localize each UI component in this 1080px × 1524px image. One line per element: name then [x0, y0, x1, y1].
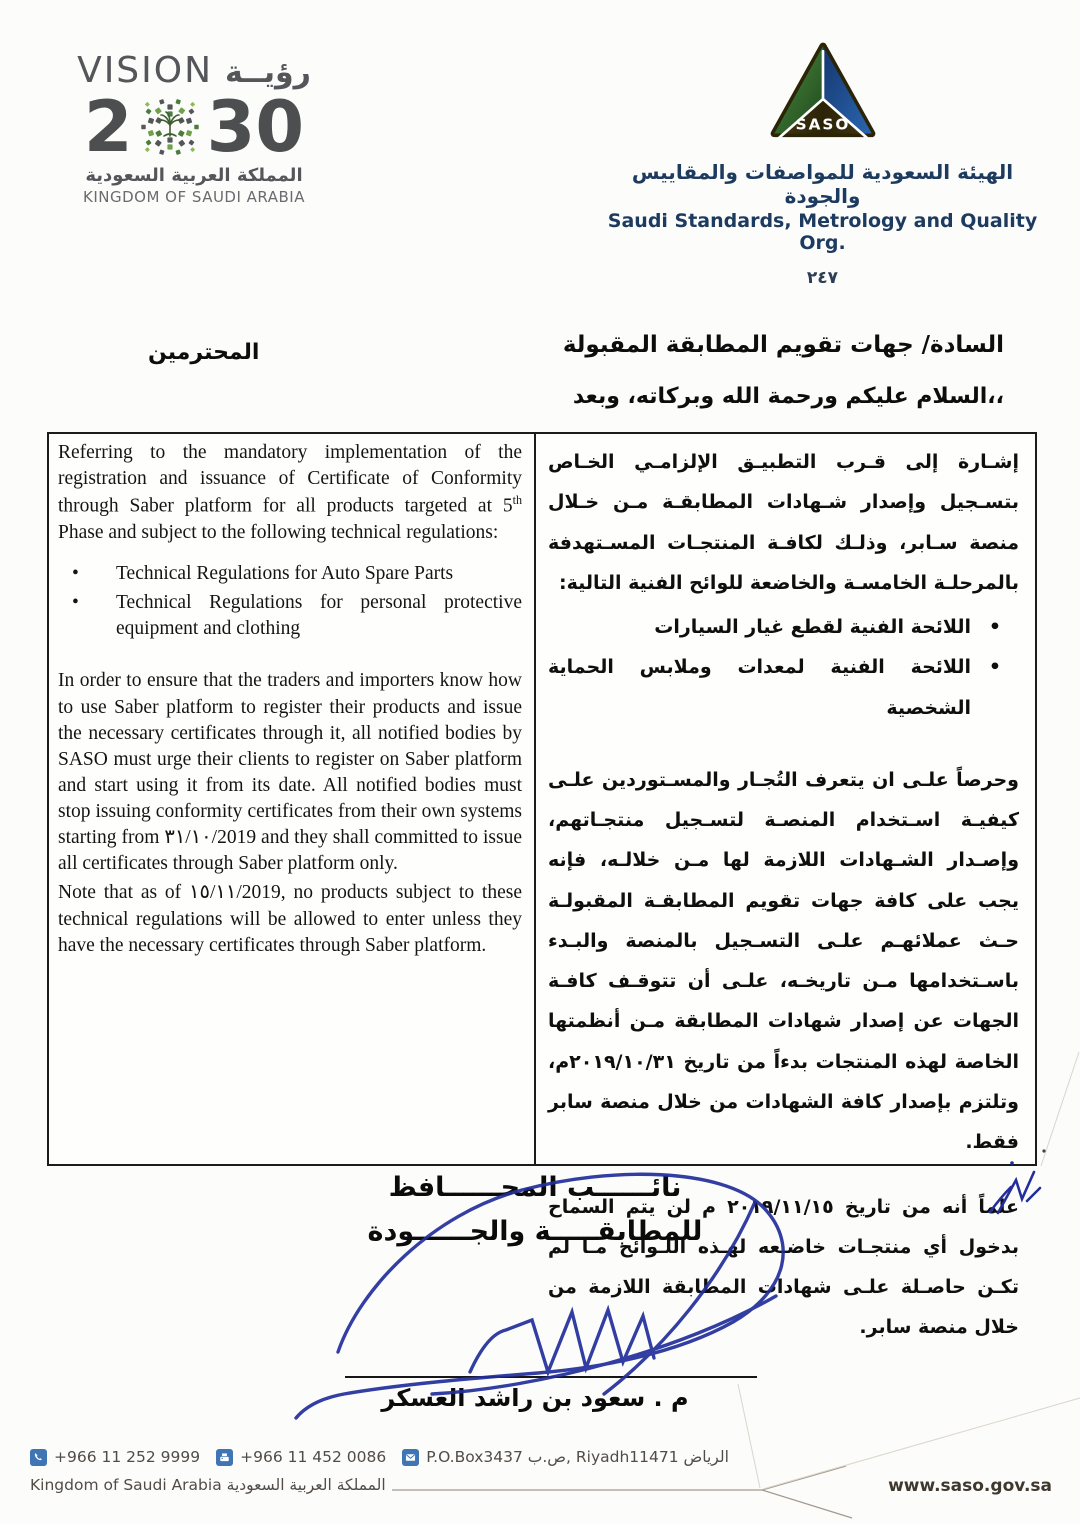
- vision-2030-logo: [56, 50, 332, 206]
- document-number: ٢٤٧: [806, 268, 839, 288]
- signature-underline: [345, 1376, 757, 1378]
- english-paragraph-2: In order to ensure that the traders and importers know how to use Saber platform to register their products and issue the necessary certificates through it, all notified bodies by SASO must urge their clients to register on Saber platform and start using it from its date. All notified bodies must stop issuing conformity certificates from their own systems starting from ٣١/١٠/2019 and they shall committed to issue all certificates through Saber platform only.: [58, 670, 522, 875]
- english-regulations-list: [58, 561, 522, 642]
- saso-logo-text: SASO: [795, 115, 850, 134]
- footer-country: Kingdom of Saudi Arabia المملكة العربية السعودية: [30, 1476, 386, 1494]
- arabic-paragraph-2: وحرصاً علـى ان يتعرف التُجـار والمسـتوردين علـى كيفيـة اسـتخدام المنصـة لتسـجيل منتجـاتهم، وإصـدار الشـهادات اللازمة لها مـن خلالـه، فإنه يجب على كافة جهات تقويم المطابقـة المقبولـة حـث عملائهـم علـى التسـجيل بالمنصة والبـدء باسـتخدامها مـن تاريخـه، علـى أن تتوقـف كافـة الجهات عن إصدار شهادات المطابقة مـن أنظمتها الخاصة لهذه المنتجات بدءاً من تاريخ ٢٠١٩/١٠/٣١م، وتلتزم بإصدار كافة الشهادات من خلال منصة سابر فقط.: [548, 768, 1019, 1154]
- mail-icon: [402, 1449, 419, 1466]
- signatory-title-line1: نائــــــب المحــــــافظ: [388, 1172, 682, 1203]
- bullet-icon: •: [72, 563, 79, 584]
- stray-dot: [1042, 1149, 1045, 1152]
- footer-fax: [216, 1448, 386, 1466]
- signatory-name: م . سعود بن راشد العسكر: [381, 1384, 689, 1412]
- arabic-regulations-list: [548, 607, 1019, 728]
- org-name-english: Saudi Standards, Metrology and Quality Org.: [607, 210, 1038, 254]
- vision-word-en: VISION: [77, 50, 214, 91]
- list-item-text: اللائحة الفنية لقطع غيار السيارات: [654, 616, 971, 639]
- vision-digits-30: 30: [206, 85, 305, 168]
- bullet-icon: •: [988, 656, 1002, 679]
- list-item-text: Technical Regulations for personal protective equipment and clothing: [116, 592, 522, 640]
- bullet-icon: •: [988, 616, 1002, 639]
- footer-fax-number: +966 11 452 0086: [240, 1448, 387, 1466]
- arabic-paragraph-1: إشـارة إلى قـرب التطبيـق الإلزامـي الخـاص بتسـجيل وإصدار شـهادات المطابقـة مـن خـلال منصة سـابر، وذلـك لكافـة المنتجـات المسـتهدفة بالمرحلـة الخامسـة والخاضعة للوائح الفنية التالية:: [548, 451, 1019, 594]
- phone-icon: [30, 1449, 47, 1466]
- english-paragraph-3: Note that as of ١٥/١١/2019, no products subject to these technical regulations will be allowed to enter unless they have the necessary certificates through Saber platform.: [58, 882, 522, 956]
- vision-word-ar: رؤيــة: [225, 55, 311, 90]
- footer-address: [402, 1448, 729, 1466]
- footer-address-text: P.O.Box3437 ص.ب, Riyadh11471 الرياض: [426, 1448, 729, 1466]
- list-item: [58, 590, 522, 642]
- footer-phone-number: +966 11 252 9999: [54, 1448, 201, 1466]
- bullet-icon: •: [72, 592, 79, 614]
- footer-rule: [392, 1466, 852, 1518]
- org-name-arabic: الهيئة السعودية للمواصفات والمقاييس والجودة: [631, 160, 1014, 208]
- signatory-title-line2: للمطابقـــــة والجــــــودة: [367, 1216, 703, 1247]
- vision-logo-wordmark: [56, 50, 332, 91]
- arabic-column: [536, 434, 1035, 1339]
- salutation-greeting: السلام عليكم ورحمة الله وبركاته، وبعد،،: [572, 384, 1004, 409]
- english-column: [49, 434, 536, 1164]
- list-item: [58, 561, 522, 587]
- palm-emblem-icon: [134, 91, 206, 163]
- footer-phone: [30, 1448, 200, 1466]
- vision-2030-numerals: [56, 85, 332, 168]
- footer-contact-row: [30, 1448, 745, 1466]
- list-item: [548, 607, 1019, 647]
- salutation-to-line: السادة/ جهات تقويم المطابقة المقبولة: [562, 332, 1004, 358]
- list-item-text: اللائحة الفنية لمعدات وملابس الحماية الشخصية: [548, 656, 971, 719]
- salutation-honorific: المحترمين: [148, 340, 260, 365]
- english-paragraph-1: Referring to the mandatory implementation of the registration and issuance of Certificate of Conformity through Saber platform for all products targeted at 5th Phase and subject to the following technical regulations:: [58, 442, 522, 543]
- signature-block: [300, 1172, 770, 1247]
- arabic-paragraph-3: علماً أنه من تاريخ ٢٠١٩/١١/١٥ م لن يتم السماح بدخول أي منتجـات خاضـعه لهـذه اللـوائح مـا لم تكـن حاصـلة علـى شهادات المطابقة اللازمة من خلال منصة سابر.: [548, 1195, 1019, 1339]
- saso-header-block: [600, 42, 1045, 288]
- list-item-text: Technical Regulations for Auto Spare Parts: [116, 563, 454, 584]
- fax-icon: [216, 1449, 233, 1466]
- footer-website: www.saso.gov.sa: [888, 1476, 1052, 1496]
- ordinal-superscript: th: [512, 493, 522, 508]
- vision-kingdom-english: KINGDOM OF SAUDI ARABIA: [83, 188, 305, 206]
- vision-digit-2: 2: [83, 85, 133, 168]
- list-item: [548, 647, 1019, 728]
- vision-kingdom-arabic: المملكة العربية السعودية: [85, 165, 303, 186]
- saso-triangle-icon: [762, 42, 884, 152]
